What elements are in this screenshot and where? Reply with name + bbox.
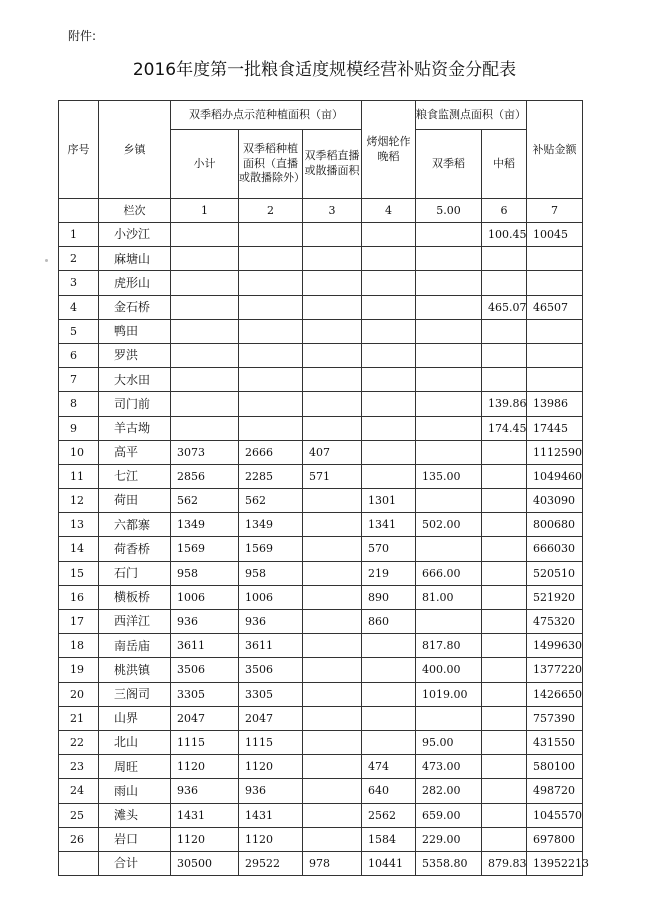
row-town: 鸭田	[99, 319, 171, 343]
row-monitor-middle-rice	[482, 585, 527, 609]
row-town: 石门	[99, 561, 171, 585]
row-double-rice-area	[239, 223, 303, 247]
row-monitor-double-rice	[416, 295, 482, 319]
table-row	[59, 658, 583, 682]
row-double-rice-area: 1006	[239, 585, 303, 609]
row-monitor-middle-rice: 100.45	[482, 223, 527, 247]
row-seq: 13	[59, 513, 99, 537]
row-direct-seed-area	[303, 730, 362, 754]
row-monitor-double-rice: 666.00	[416, 561, 482, 585]
header-double-rice-area: 双季稻种植面积（直播或散播除外）	[239, 130, 303, 199]
row-town: 合计	[99, 851, 171, 875]
table-row	[59, 610, 583, 634]
row-double-rice-area: 1431	[239, 803, 303, 827]
row-seq: 11	[59, 464, 99, 488]
row-direct-seed-area	[303, 537, 362, 561]
row-double-rice-area	[239, 392, 303, 416]
row-tobacco-rotation	[362, 682, 416, 706]
row-monitor-double-rice: 817.80	[416, 634, 482, 658]
row-town: 高平	[99, 440, 171, 464]
row-tobacco-rotation: 474	[362, 755, 416, 779]
row-subtotal	[171, 392, 239, 416]
row-monitor-double-rice: 282.00	[416, 779, 482, 803]
row-monitor-double-rice: 135.00	[416, 464, 482, 488]
table-row	[59, 464, 583, 488]
row-monitor-middle-rice	[482, 755, 527, 779]
row-subsidy: 498720	[527, 779, 583, 803]
table-row	[59, 730, 583, 754]
row-monitor-middle-rice	[482, 343, 527, 367]
row-subtotal	[171, 271, 239, 295]
row-monitor-double-rice	[416, 610, 482, 634]
row-monitor-middle-rice: 174.45	[482, 416, 527, 440]
row-subtotal: 1349	[171, 513, 239, 537]
row-tobacco-rotation: 1301	[362, 489, 416, 513]
row-seq: 12	[59, 489, 99, 513]
row-double-rice-area: 2285	[239, 464, 303, 488]
table-row	[59, 706, 583, 730]
row-monitor-double-rice: 1019.00	[416, 682, 482, 706]
row-subtotal	[171, 416, 239, 440]
row-town: 大水田	[99, 368, 171, 392]
row-monitor-middle-rice	[482, 537, 527, 561]
row-seq: 15	[59, 561, 99, 585]
row-monitor-double-rice: 473.00	[416, 755, 482, 779]
row-tobacco-rotation	[362, 368, 416, 392]
row-subsidy: 475320	[527, 610, 583, 634]
row-monitor-middle-rice	[482, 513, 527, 537]
row-seq: 4	[59, 295, 99, 319]
table-row	[59, 343, 583, 367]
row-seq: 10	[59, 440, 99, 464]
row-double-rice-area: 958	[239, 561, 303, 585]
row-double-rice-area: 1120	[239, 755, 303, 779]
row-subtotal: 562	[171, 489, 239, 513]
row-double-rice-area: 1115	[239, 730, 303, 754]
row-direct-seed-area	[303, 827, 362, 851]
row-direct-seed-area	[303, 368, 362, 392]
row-town: 三阁司	[99, 682, 171, 706]
row-monitor-middle-rice	[482, 610, 527, 634]
row-double-rice-area: 936	[239, 610, 303, 634]
row-monitor-middle-rice	[482, 489, 527, 513]
row-subtotal: 3611	[171, 634, 239, 658]
row-tobacco-rotation: 640	[362, 779, 416, 803]
table-row	[59, 440, 583, 464]
row-direct-seed-area	[303, 610, 362, 634]
row-monitor-double-rice	[416, 416, 482, 440]
row-monitor-middle-rice	[482, 779, 527, 803]
row-seq: 3	[59, 271, 99, 295]
row-tobacco-rotation: 1341	[362, 513, 416, 537]
row-double-rice-area	[239, 247, 303, 271]
row-seq: 7	[59, 368, 99, 392]
row-subtotal: 1120	[171, 827, 239, 851]
row-subsidy	[527, 319, 583, 343]
row-double-rice-area: 2047	[239, 706, 303, 730]
page-title: 2016年度第一批粮食适度规模经营补贴资金分配表	[132, 60, 517, 80]
row-monitor-double-rice	[416, 343, 482, 367]
row-subsidy: 521920	[527, 585, 583, 609]
row-town: 六都寨	[99, 513, 171, 537]
row-town: 西洋江	[99, 610, 171, 634]
row-monitor-middle-rice	[482, 803, 527, 827]
row-monitor-double-rice	[416, 440, 482, 464]
row-subsidy: 1377220	[527, 658, 583, 682]
row-town: 金石桥	[99, 295, 171, 319]
row-seq: 19	[59, 658, 99, 682]
row-subtotal: 3305	[171, 682, 239, 706]
row-monitor-double-rice	[416, 489, 482, 513]
table-row	[59, 755, 583, 779]
row-subsidy: 46507	[527, 295, 583, 319]
row-subtotal	[171, 247, 239, 271]
row-town: 滩头	[99, 803, 171, 827]
colnum-label: 栏次	[99, 199, 171, 223]
row-seq: 23	[59, 755, 99, 779]
row-subsidy: 403090	[527, 489, 583, 513]
row-subsidy: 431550	[527, 730, 583, 754]
row-monitor-double-rice: 400.00	[416, 658, 482, 682]
row-direct-seed-area: 407	[303, 440, 362, 464]
row-town: 周旺	[99, 755, 171, 779]
row-subsidy: 1499630	[527, 634, 583, 658]
row-double-rice-area: 936	[239, 779, 303, 803]
row-double-rice-area: 3506	[239, 658, 303, 682]
row-tobacco-rotation: 890	[362, 585, 416, 609]
row-double-rice-area: 29522	[239, 851, 303, 875]
row-direct-seed-area	[303, 682, 362, 706]
row-subtotal: 1431	[171, 803, 239, 827]
row-town: 司门前	[99, 392, 171, 416]
row-monitor-double-rice: 5358.80	[416, 851, 482, 875]
row-seq: 25	[59, 803, 99, 827]
row-tobacco-rotation	[362, 223, 416, 247]
row-town: 山界	[99, 706, 171, 730]
row-double-rice-area: 1349	[239, 513, 303, 537]
header-subtotal: 小计	[171, 130, 239, 199]
row-subtotal: 1115	[171, 730, 239, 754]
row-seq: 1	[59, 223, 99, 247]
row-monitor-middle-rice	[482, 271, 527, 295]
row-monitor-middle-rice	[482, 561, 527, 585]
header-direct-seed-area: 双季稻直播或散播面积	[303, 130, 362, 199]
row-tobacco-rotation: 860	[362, 610, 416, 634]
row-tobacco-rotation: 10441	[362, 851, 416, 875]
row-double-rice-area: 2666	[239, 440, 303, 464]
row-subsidy: 666030	[527, 537, 583, 561]
row-subtotal	[171, 368, 239, 392]
row-tobacco-rotation	[362, 706, 416, 730]
row-subsidy: 800680	[527, 513, 583, 537]
row-double-rice-area	[239, 271, 303, 295]
row-subtotal: 936	[171, 779, 239, 803]
row-direct-seed-area: 571	[303, 464, 362, 488]
row-subsidy: 13986	[527, 392, 583, 416]
row-direct-seed-area	[303, 489, 362, 513]
row-subtotal	[171, 295, 239, 319]
row-seq: 22	[59, 730, 99, 754]
table-row	[59, 682, 583, 706]
row-subtotal: 1569	[171, 537, 239, 561]
row-seq: 6	[59, 343, 99, 367]
header-tobacco-rotation: 烤烟轮作晚稻	[362, 101, 416, 199]
row-monitor-double-rice	[416, 247, 482, 271]
row-tobacco-rotation	[362, 247, 416, 271]
table-row	[59, 803, 583, 827]
header-town: 乡镇	[99, 101, 171, 199]
row-tobacco-rotation	[362, 295, 416, 319]
table-row	[59, 271, 583, 295]
row-subsidy	[527, 343, 583, 367]
row-direct-seed-area	[303, 513, 362, 537]
row-subsidy	[527, 247, 583, 271]
row-tobacco-rotation	[362, 658, 416, 682]
row-monitor-middle-rice	[482, 827, 527, 851]
row-tobacco-rotation	[362, 392, 416, 416]
row-subtotal: 1006	[171, 585, 239, 609]
row-monitor-middle-rice: 465.07	[482, 295, 527, 319]
row-double-rice-area: 562	[239, 489, 303, 513]
row-direct-seed-area	[303, 634, 362, 658]
row-subsidy: 697800	[527, 827, 583, 851]
row-town: 虎形山	[99, 271, 171, 295]
row-town: 小沙江	[99, 223, 171, 247]
row-seq: 16	[59, 585, 99, 609]
row-subsidy: 1426650	[527, 682, 583, 706]
row-town: 南岳庙	[99, 634, 171, 658]
row-subsidy	[527, 368, 583, 392]
row-double-rice-area: 1120	[239, 827, 303, 851]
row-monitor-double-rice	[416, 319, 482, 343]
colnum-6: 6	[482, 199, 527, 223]
row-direct-seed-area	[303, 706, 362, 730]
table-row	[59, 319, 583, 343]
row-subtotal: 1120	[171, 755, 239, 779]
row-direct-seed-area	[303, 416, 362, 440]
header-double-rice: 双季稻	[416, 130, 482, 199]
row-seq: 18	[59, 634, 99, 658]
row-subtotal: 30500	[171, 851, 239, 875]
row-seq: 26	[59, 827, 99, 851]
row-monitor-middle-rice: 879.83	[482, 851, 527, 875]
row-seq: 9	[59, 416, 99, 440]
row-direct-seed-area	[303, 561, 362, 585]
row-tobacco-rotation	[362, 271, 416, 295]
row-monitor-double-rice	[416, 223, 482, 247]
row-subsidy	[527, 271, 583, 295]
row-double-rice-area	[239, 319, 303, 343]
row-seq: 8	[59, 392, 99, 416]
row-town: 罗洪	[99, 343, 171, 367]
table-row	[59, 634, 583, 658]
row-tobacco-rotation	[362, 343, 416, 367]
row-subsidy: 580100	[527, 755, 583, 779]
row-double-rice-area: 1569	[239, 537, 303, 561]
row-seq: 14	[59, 537, 99, 561]
row-subtotal: 3506	[171, 658, 239, 682]
row-tobacco-rotation	[362, 464, 416, 488]
row-monitor-middle-rice	[482, 440, 527, 464]
row-seq: 17	[59, 610, 99, 634]
row-town: 荷香桥	[99, 537, 171, 561]
row-monitor-double-rice	[416, 537, 482, 561]
table-row	[59, 247, 583, 271]
row-monitor-double-rice	[416, 706, 482, 730]
row-tobacco-rotation: 2562	[362, 803, 416, 827]
row-monitor-middle-rice	[482, 706, 527, 730]
row-direct-seed-area	[303, 658, 362, 682]
row-seq	[59, 851, 99, 875]
header-monitor-group: 粮食监测点面积（亩）	[416, 101, 527, 130]
colnum-4: 4	[362, 199, 416, 223]
row-town: 北山	[99, 730, 171, 754]
table-row	[59, 295, 583, 319]
row-subtotal: 3073	[171, 440, 239, 464]
row-subsidy: 1112590	[527, 440, 583, 464]
row-seq: 24	[59, 779, 99, 803]
row-tobacco-rotation	[362, 634, 416, 658]
row-town: 横板桥	[99, 585, 171, 609]
row-tobacco-rotation	[362, 319, 416, 343]
row-tobacco-rotation	[362, 416, 416, 440]
table-row	[59, 827, 583, 851]
colnum-7: 7	[527, 199, 583, 223]
column-number-row	[59, 199, 583, 223]
row-seq: 5	[59, 319, 99, 343]
row-monitor-middle-rice: 139.86	[482, 392, 527, 416]
row-monitor-double-rice	[416, 392, 482, 416]
row-subsidy: 1045570	[527, 803, 583, 827]
colnum-2: 2	[239, 199, 303, 223]
row-double-rice-area: 3305	[239, 682, 303, 706]
row-subsidy: 13952213	[527, 851, 583, 875]
colnum-blank	[59, 199, 99, 223]
row-double-rice-area	[239, 368, 303, 392]
colnum-5: 5.00	[416, 199, 482, 223]
row-town: 七江	[99, 464, 171, 488]
table-row	[59, 779, 583, 803]
row-direct-seed-area	[303, 223, 362, 247]
row-monitor-double-rice: 95.00	[416, 730, 482, 754]
row-town: 荷田	[99, 489, 171, 513]
row-monitor-double-rice: 502.00	[416, 513, 482, 537]
row-direct-seed-area	[303, 585, 362, 609]
attachment-label: 附件:	[68, 29, 97, 43]
row-town: 桃洪镇	[99, 658, 171, 682]
table-row	[59, 513, 583, 537]
row-monitor-middle-rice	[482, 464, 527, 488]
row-direct-seed-area	[303, 392, 362, 416]
total-row	[59, 851, 583, 875]
table-row	[59, 537, 583, 561]
row-double-rice-area	[239, 343, 303, 367]
scan-speck	[45, 259, 48, 262]
row-tobacco-rotation: 219	[362, 561, 416, 585]
row-tobacco-rotation: 1584	[362, 827, 416, 851]
row-subsidy: 757390	[527, 706, 583, 730]
row-subtotal: 2047	[171, 706, 239, 730]
row-direct-seed-area	[303, 271, 362, 295]
row-town: 岩口	[99, 827, 171, 851]
header-demo-group: 双季稻办点示范种植面积（亩）	[171, 101, 362, 130]
row-tobacco-rotation: 570	[362, 537, 416, 561]
header-seq: 序号	[59, 101, 99, 199]
row-town: 羊古坳	[99, 416, 171, 440]
row-double-rice-area	[239, 416, 303, 440]
row-subtotal	[171, 223, 239, 247]
row-subtotal: 958	[171, 561, 239, 585]
row-direct-seed-area	[303, 295, 362, 319]
table-row	[59, 489, 583, 513]
row-tobacco-rotation	[362, 730, 416, 754]
row-monitor-middle-rice	[482, 682, 527, 706]
row-town: 麻塘山	[99, 247, 171, 271]
row-town: 雨山	[99, 779, 171, 803]
row-subsidy: 520510	[527, 561, 583, 585]
row-seq: 21	[59, 706, 99, 730]
table-row	[59, 368, 583, 392]
row-direct-seed-area	[303, 803, 362, 827]
row-subtotal	[171, 343, 239, 367]
colnum-3: 3	[303, 199, 362, 223]
row-monitor-middle-rice	[482, 730, 527, 754]
row-direct-seed-area: 978	[303, 851, 362, 875]
row-subsidy: 17445	[527, 416, 583, 440]
row-direct-seed-area	[303, 779, 362, 803]
row-monitor-middle-rice	[482, 368, 527, 392]
row-double-rice-area	[239, 295, 303, 319]
row-monitor-middle-rice	[482, 658, 527, 682]
row-double-rice-area: 3611	[239, 634, 303, 658]
row-direct-seed-area	[303, 319, 362, 343]
row-monitor-middle-rice	[482, 247, 527, 271]
row-subsidy: 10045	[527, 223, 583, 247]
row-seq: 20	[59, 682, 99, 706]
row-monitor-double-rice	[416, 271, 482, 295]
header-middle-rice: 中稻	[482, 130, 527, 199]
row-direct-seed-area	[303, 247, 362, 271]
row-tobacco-rotation	[362, 440, 416, 464]
table-row	[59, 561, 583, 585]
row-monitor-middle-rice	[482, 634, 527, 658]
row-direct-seed-area	[303, 343, 362, 367]
row-subtotal: 936	[171, 610, 239, 634]
row-subtotal	[171, 319, 239, 343]
row-subtotal: 2856	[171, 464, 239, 488]
row-subsidy: 1049460	[527, 464, 583, 488]
table-row	[59, 416, 583, 440]
row-monitor-double-rice: 659.00	[416, 803, 482, 827]
table-row	[59, 585, 583, 609]
row-seq: 2	[59, 247, 99, 271]
row-monitor-double-rice: 229.00	[416, 827, 482, 851]
header-subsidy: 补贴金额	[527, 101, 583, 199]
row-monitor-double-rice: 81.00	[416, 585, 482, 609]
subsidy-table	[58, 100, 590, 876]
colnum-1: 1	[171, 199, 239, 223]
table-row	[59, 392, 583, 416]
row-direct-seed-area	[303, 755, 362, 779]
table-row	[59, 223, 583, 247]
row-monitor-middle-rice	[482, 319, 527, 343]
row-monitor-double-rice	[416, 368, 482, 392]
